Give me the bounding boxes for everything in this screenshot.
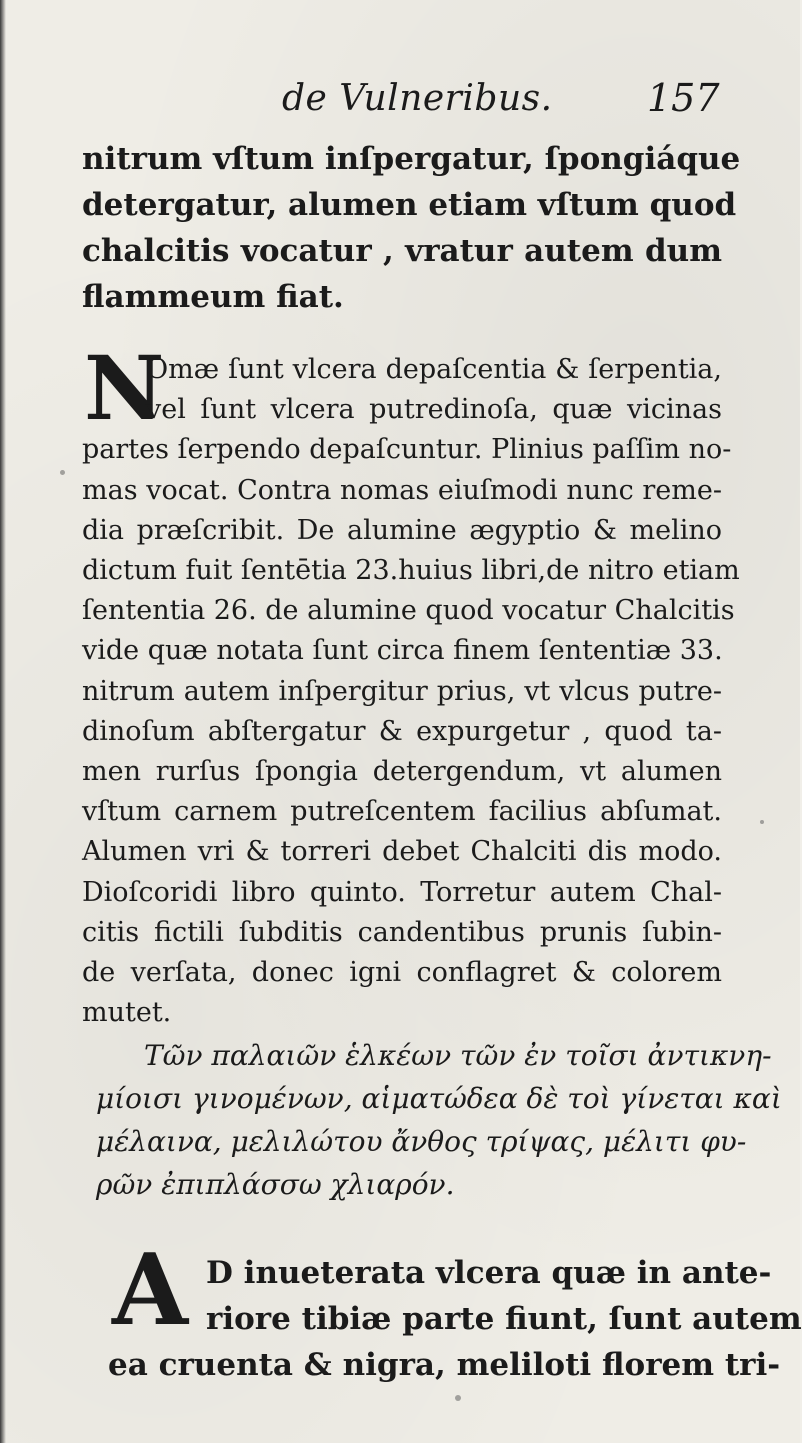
text-line: mas vocat. Contra nomas eiuſmodi nunc reme-	[82, 474, 722, 506]
text-line: nitrum autem inſpergitur prius, vt vlcus putre-	[82, 675, 722, 707]
paragraph-3	[108, 1250, 802, 1388]
text-line: citis fictili ſubditis candentibus prunis ſubin-	[82, 916, 722, 948]
text-line: partes ſerpendo depaſcuntur. Plinius paſſim no-	[82, 434, 732, 466]
page-header	[0, 78, 800, 128]
paper-speck	[60, 470, 65, 475]
text-line: D inueterata vlcera quæ in ante-	[206, 1255, 772, 1291]
text-line: de verſata, donec igni conflagret & colorem	[82, 957, 722, 989]
text-line: ea cruenta & nigra, meliloti florem tri-	[108, 1347, 781, 1383]
text-line: vide quæ notata ſunt circa finem ſententiæ 33.	[82, 635, 723, 667]
text-line: mutet.	[82, 997, 172, 1029]
paragraph-2	[82, 350, 740, 1033]
text-line: Omæ ſunt vlcera depaſcentia & ſerpentia,	[146, 354, 722, 385]
text-line: men rurſus ſpongia detergendum, vt alumen	[82, 756, 722, 788]
drop-cap-a: A	[112, 1233, 189, 1348]
text-line: flammeum fiat.	[82, 279, 344, 315]
drop-cap-n: N	[84, 336, 165, 440]
text-line: detergatur, alumen etiam vſtum quod	[82, 187, 737, 223]
text-line: dictum fuit ſentētia 23.huius libri,de nitro etiam	[82, 555, 740, 587]
paragraph-1	[82, 136, 741, 320]
page-edge-shadow	[0, 0, 6, 1443]
text-line: riore tibiæ parte fiunt, ſunt autem	[206, 1301, 802, 1337]
greek-line: μίοισι γινομένων, αἱματώδεα δὲ τοὶ γίνεται καὶ	[96, 1082, 782, 1115]
paper-speck	[760, 820, 764, 824]
text-line: ſententia 26. de alumine quod vocatur Chalcitis	[82, 595, 735, 627]
page-number: 157	[647, 76, 720, 120]
text-line: nitrum vſtum inſpergatur, ſpongiáque	[82, 141, 741, 177]
greek-line: ρῶν ἐπιπλάσσω χλιαρόν.	[96, 1168, 455, 1201]
text-line: dia præſcribit. De alumine ægyptio & melino	[82, 514, 722, 546]
text-line: vſtum carnem putreſcentem facilius abſumat.	[82, 796, 722, 828]
text-line: vel ſunt vlcera putredinoſa, quæ vicinas	[146, 394, 722, 426]
greek-line: Τῶν παλαιῶν ἑλκέων τῶν ἐν τοῖσι ἀντικνη-	[144, 1039, 772, 1072]
text-line: Alumen vri & torreri debet Chalciti dis modo.	[82, 836, 722, 868]
text-line: dinoſum abſtergatur & expurgetur , quod ta-	[82, 715, 722, 747]
greek-quotation	[96, 1034, 782, 1206]
paper-speck	[455, 1395, 461, 1401]
text-line: Dioſcoridi libro quinto. Torretur autem Chal-	[82, 876, 722, 908]
greek-line: μέλαινα, μελιλώτου ἄνθος τρίψας, μέλιτι φυ-	[96, 1125, 747, 1158]
running-head: de Vulneribus.	[282, 78, 553, 119]
text-line: chalcitis vocatur , vratur autem dum	[82, 233, 722, 269]
